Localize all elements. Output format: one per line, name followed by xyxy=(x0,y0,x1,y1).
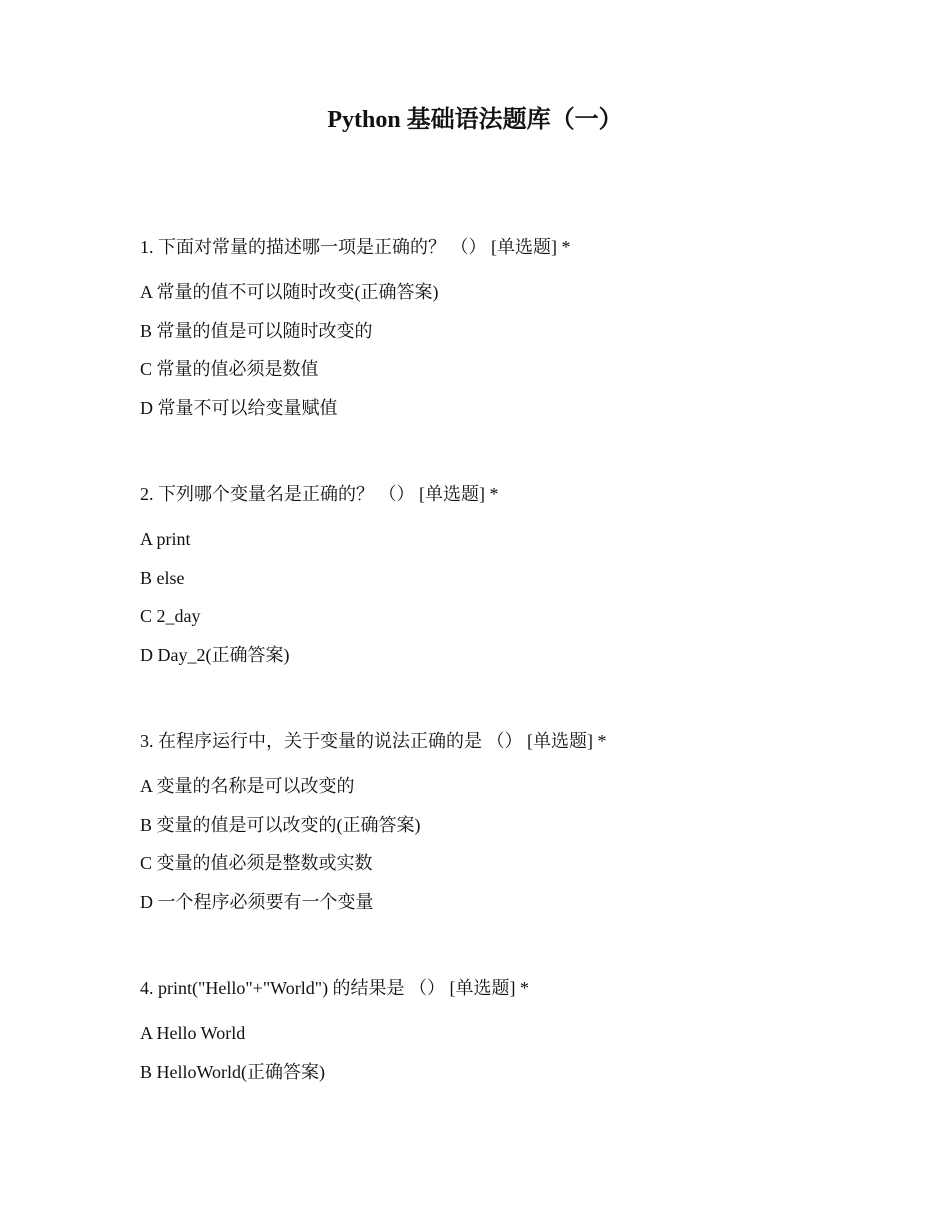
option-d: D 常量不可以给变量赋值 xyxy=(140,398,338,419)
option-a: A print xyxy=(140,529,191,549)
document-title: Python 基础语法题库（一） xyxy=(327,107,623,133)
question-text: 4. print("Hello"+"World") 的结果是 （） [单选题] * xyxy=(140,978,530,998)
question-4 xyxy=(140,974,860,1096)
option-a: A 变量的名称是可以改变的 xyxy=(140,776,355,796)
option-d: D Day_2(正确答案) xyxy=(140,645,290,666)
option-d: D 一个程序必须要有一个变量 xyxy=(140,892,374,913)
option-b: B HelloWorld(正确答案) xyxy=(140,1061,326,1082)
question-2 xyxy=(140,480,860,680)
option-a: A Hello World xyxy=(140,1023,246,1043)
option-a: A 常量的值不可以随时改变(正确答案) xyxy=(140,282,439,302)
option-c: C 变量的值必须是整数或实数 xyxy=(140,853,373,874)
option-c: C 常量的值必须是数值 xyxy=(140,359,319,380)
question-3 xyxy=(140,727,860,927)
option-b: B else xyxy=(140,567,185,588)
option-c: C 2_day xyxy=(140,606,201,627)
question-1 xyxy=(140,233,860,433)
option-b: B 常量的值是可以随时改变的 xyxy=(140,320,373,341)
option-b: B 变量的值是可以改变的(正确答案) xyxy=(140,814,421,835)
question-text: 3. 在程序运行中，关于变量的说法正确的是 （） [单选题] * xyxy=(140,731,607,751)
question-text: 2. 下列哪个变量名是正确的？ （） [单选题] * xyxy=(140,484,499,504)
question-text: 1. 下面对常量的描述哪一项是正确的？ （） [单选题] * xyxy=(140,237,571,257)
